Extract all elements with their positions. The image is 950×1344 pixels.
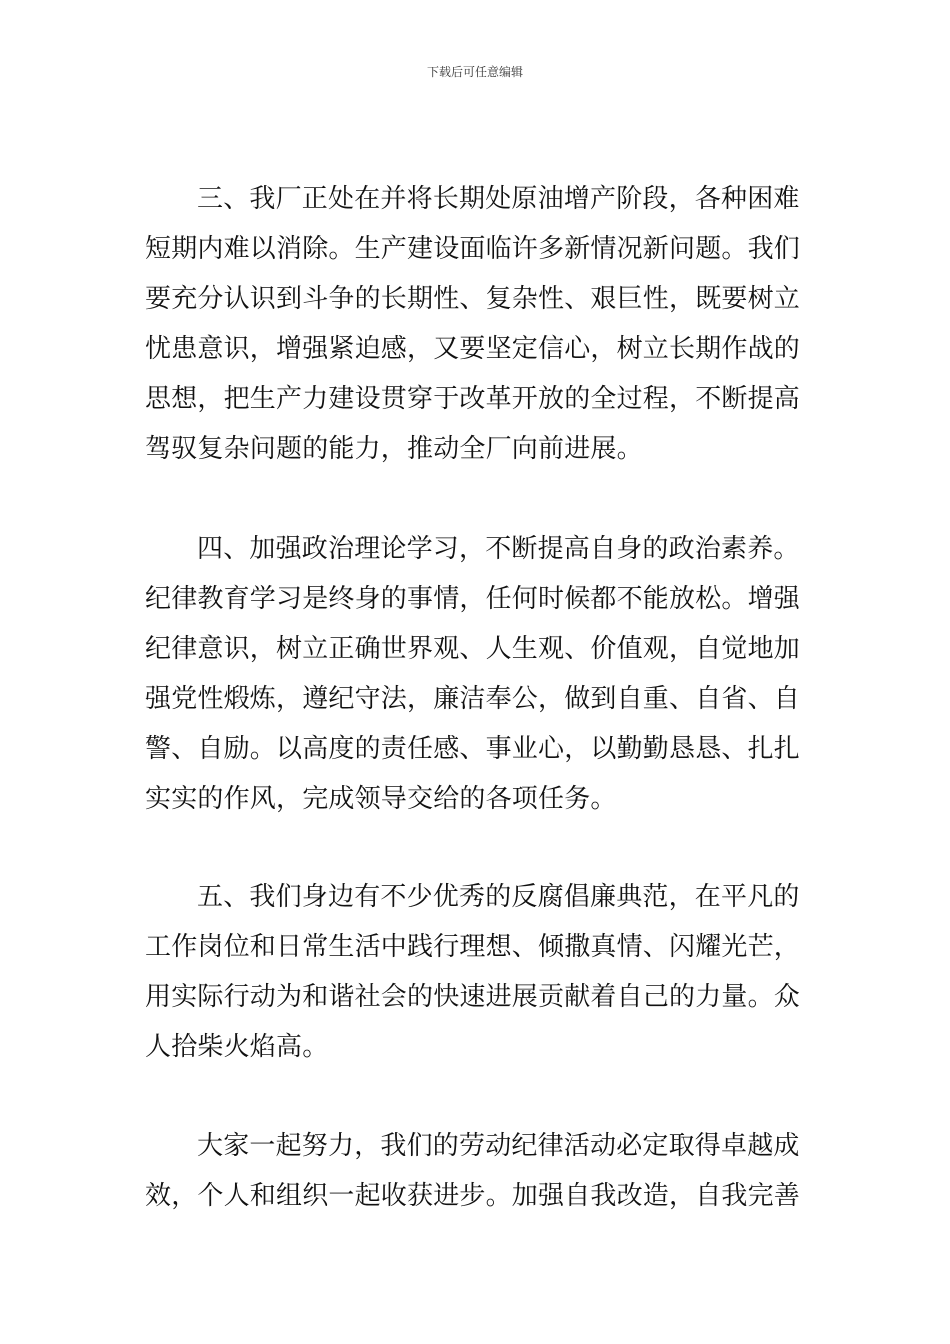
paragraph-3: 三、我厂正处在并将长期处原油增产阶段，各种困难 短期内难以消除。生产建设面临许多新情况新问题。我们 要充分认识到斗争的长期性、复杂性、艰巨性，既要树立 忧患意识，增强紧迫感，又要坚定信心，树立长期作战的 思想，把生产力建设贯穿于改革开放的全过程，不断提高 驾驭复杂问题的能力，推动全厂向前进展。 — [145, 184, 801, 464]
page-header-note: 下载后可任意编辑 — [426, 65, 523, 79]
paragraph-5: 五、我们身边有不少优秀的反腐倡廉典范，在平凡的 工作岗位和日常生活中践行理想、倾撒真情、闪耀光芒， 用实际行动为和谐社会的快速进展贡献着自己的力量。众 人拾柴火焰高。 — [145, 882, 801, 1062]
paragraph-4: 四、加强政治理论学习，不断提高自身的政治素养。 纪律教育学习是终身的事情，任何时候都不能放松。增强 纪律意识，树立正确世界观、人生观、价值观，自觉地加 强党性煅炼，遵纪守法，廉洁奉公，做到自重、自省、自 警、自励。以高度的责任感、事业心，以勤勤恳恳、扎扎 实实的作风，完成领导交给的各项任务。 — [145, 534, 801, 814]
paragraph-closing: 大家一起努力，我们的劳动纪律活动必定取得卓越成 效，个人和组织一起收获进步。加强自我改造，自我完善 — [145, 1131, 801, 1211]
